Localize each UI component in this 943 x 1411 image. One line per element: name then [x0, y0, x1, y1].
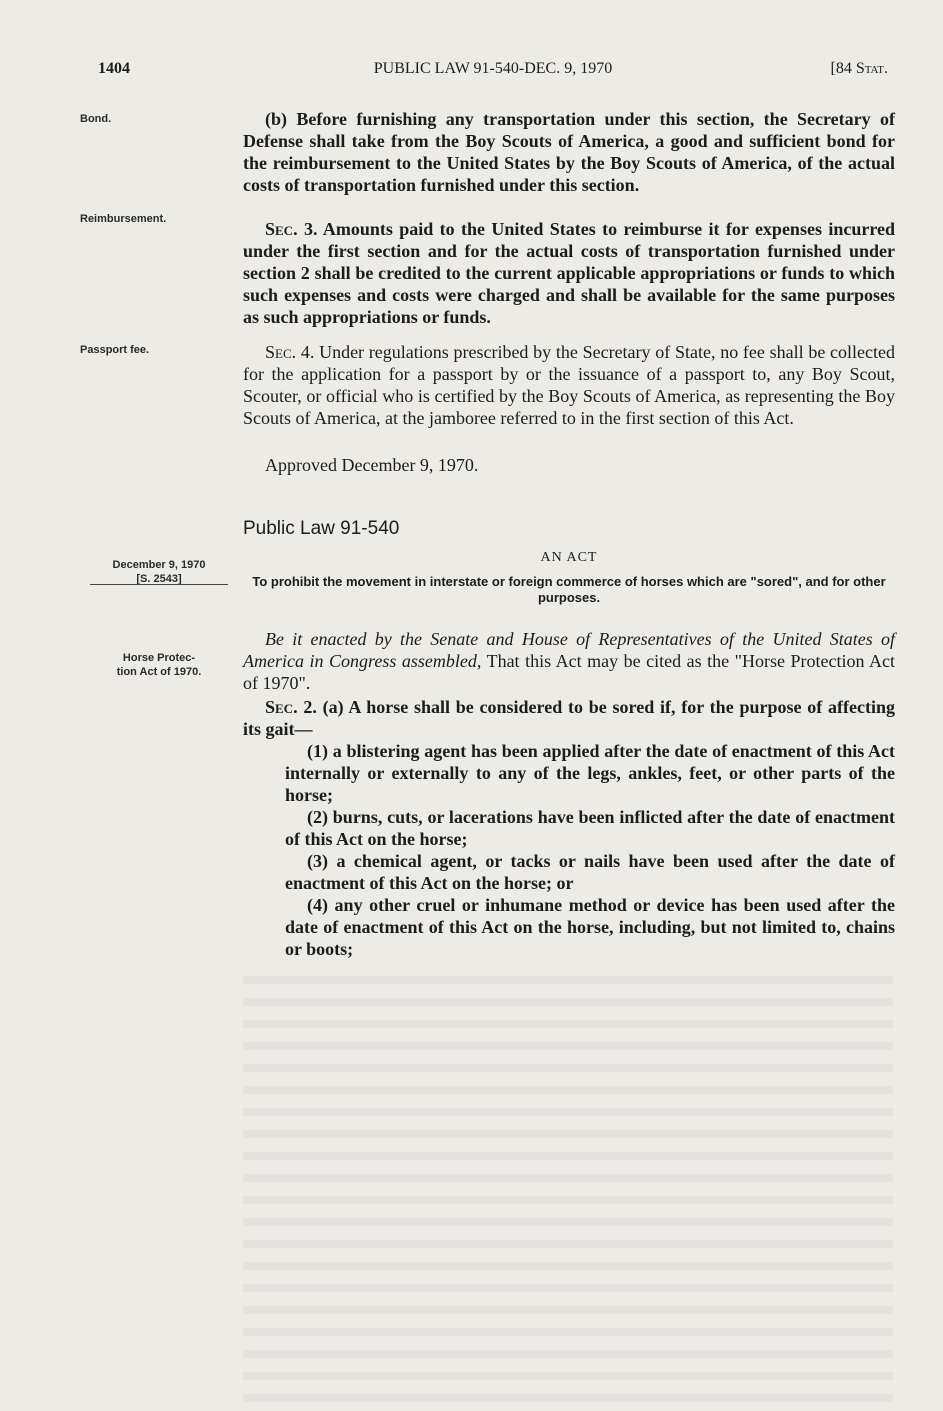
page-number: 1404 — [98, 60, 130, 77]
margin-note-bond: Bond. — [80, 113, 112, 125]
approval-line: Approved December 9, 1970. — [265, 455, 479, 475]
list-item-1: (1) a blistering agent has been applied after the date of enactment of this Act internally or externally to any of the legs, ankles, feet, or other parts of the horse; — [285, 741, 895, 805]
section-2-label: Sec. 2. — [265, 697, 317, 717]
enacting-formula: Be it enacted by the Senate and House of Representatives of the United States of America in Congress assembled, — [243, 629, 895, 671]
margin-divider — [90, 584, 228, 585]
list-item — [285, 894, 895, 960]
bleed-through-texture — [243, 962, 893, 1402]
list-item — [285, 850, 895, 894]
margin-note-passport-fee: Passport fee. — [80, 344, 150, 356]
an-act-heading: AN ACT — [540, 550, 598, 565]
short-title-text: That this Act may be cited as the "Horse Protection Act of 1970". — [243, 651, 895, 693]
page-title: PUBLIC LAW 91-540-DEC. 9, 1970 — [373, 60, 613, 77]
section-3-text: Amounts paid to the United States to reimburse it for expenses incurred under the first section and for the actual costs of transportation furnished under section 2 shall be credited to the current applicable appropriations or funds to which such expenses and costs were charged and shall be available for the same purposes as such appropriations or funds. — [243, 219, 895, 327]
public-law-heading: Public Law 91-540 — [243, 518, 400, 539]
margin-note-date: December 9, 1970 — [112, 559, 206, 571]
act-purpose: To prohibit the movement in interstate or foreign commerce of horses which are "sored", and for other purposes. — [252, 574, 886, 605]
list-item-2: (2) burns, cuts, or lacerations have been inflicted after the date of enactment of this Act on the horse; — [285, 807, 895, 849]
page-header — [98, 60, 888, 84]
margin-note-horse-line1: Horse Protec- — [122, 652, 196, 664]
section-3-label: Sec. 3. — [265, 219, 318, 239]
margin-note-bill: [S. 2543] — [136, 573, 182, 585]
bond-paragraph — [243, 108, 895, 196]
bond-text: (b) Before furnishing any transportation under this section, the Secretary of Defense shall take from the Boy Scouts of America, a good and sufficient bond for the reimbursement to the United States by the Boy Scouts of America, of the actual costs of transportation furnished under this section. — [243, 109, 895, 195]
margin-note-reimbursement: Reimbursement. — [80, 213, 167, 225]
margin-note-horse-line2: tion Act of 1970. — [116, 666, 202, 678]
list-item-4: (4) any other cruel or inhumane method or device has been used after the date of enactment of this Act on the horse, including, but not limited to, chains or boots; — [285, 895, 895, 959]
section-3-paragraph — [243, 218, 895, 328]
enacting-clause — [243, 628, 895, 694]
list-item — [285, 740, 895, 806]
statute-reference: [84 Stat. — [830, 60, 888, 77]
list-item — [285, 806, 895, 850]
list-item-3: (3) a chemical agent, or tacks or nails have been used after the date of enactment of this Act on the horse; or — [285, 851, 895, 893]
section-2-paragraph — [243, 696, 895, 740]
section-4-paragraph — [243, 341, 895, 429]
section-2-text: (a) A horse shall be considered to be sored if, for the purpose of affecting its gait— — [243, 697, 895, 739]
section-4-label: Sec. 4. — [265, 342, 315, 362]
section-4-text: Under regulations prescribed by the Secretary of State, no fee shall be collected for the application for a passport by or the issuance of a passport to, any Boy Scout, Scouter, or official who is certified by the Boy Scouts of America, as representing the Boy Scouts of America, at the jamboree referred to in the first section of this Act. — [243, 342, 895, 428]
